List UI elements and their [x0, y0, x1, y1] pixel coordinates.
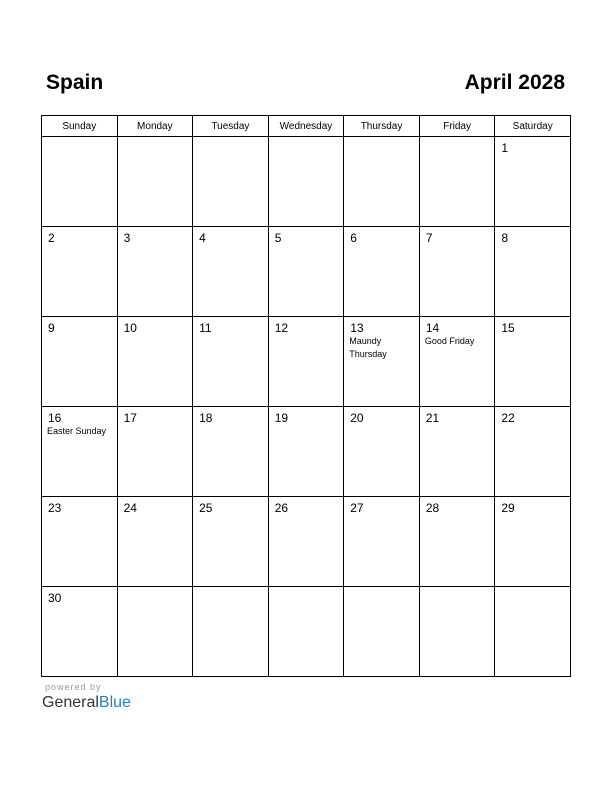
day-cell — [495, 497, 571, 587]
week-row — [42, 317, 571, 407]
day-cell — [193, 587, 269, 677]
week-row — [42, 407, 571, 497]
day-number: 13 — [350, 321, 364, 335]
holiday-label: Good Friday — [424, 336, 475, 346]
day-cell — [419, 587, 495, 677]
day-cell — [117, 137, 193, 227]
day-cell — [117, 497, 193, 587]
day-number: 9 — [48, 321, 55, 335]
day-number: 11 — [199, 321, 212, 335]
day-number: 22 — [501, 411, 515, 425]
day-number: 1 — [501, 141, 509, 155]
powered-by-text: powered by — [45, 682, 102, 692]
holiday-label: Maundy Thursday — [349, 336, 387, 359]
day-number — [118, 137, 193, 141]
day-cell — [193, 317, 269, 407]
day-cell — [419, 227, 495, 317]
day-number: 10 — [123, 321, 137, 335]
day-number: 18 — [199, 411, 213, 425]
weekday-saturday: Saturday — [495, 116, 571, 137]
day-cell — [193, 407, 269, 497]
brand-general-text: General — [42, 694, 99, 711]
weekday-wednesday: Wednesday — [268, 116, 344, 137]
day-number — [495, 587, 570, 591]
brand-blue-text: Blue — [98, 694, 131, 711]
day-cell — [268, 407, 344, 497]
day-number — [420, 137, 495, 141]
weekday-thursday: Thursday — [344, 116, 420, 137]
day-cell — [495, 587, 571, 677]
day-cell — [193, 227, 269, 317]
day-cell — [42, 227, 118, 317]
day-number — [420, 587, 495, 591]
day-cell — [268, 497, 344, 587]
holiday-label: Easter Sunday — [47, 426, 107, 436]
day-cell — [117, 227, 193, 317]
month-title: April 2028 — [464, 71, 565, 94]
day-number: 15 — [501, 321, 515, 335]
weekday-tuesday: Tuesday — [193, 116, 269, 137]
day-cell — [344, 587, 420, 677]
week-row — [42, 587, 571, 677]
day-number: 28 — [425, 501, 440, 515]
day-number — [269, 587, 344, 591]
day-cell — [495, 137, 571, 227]
day-number: 12 — [274, 321, 289, 335]
day-cell — [42, 137, 118, 227]
day-number: 21 — [425, 411, 440, 425]
day-number: 5 — [274, 231, 282, 245]
day-cell — [344, 407, 420, 497]
week-row — [42, 137, 571, 227]
day-cell — [495, 317, 571, 407]
day-number: 25 — [199, 501, 213, 515]
day-number — [344, 587, 419, 591]
day-number: 24 — [123, 501, 137, 515]
day-number: 27 — [350, 501, 364, 515]
day-number: 3 — [123, 231, 131, 245]
day-number: 30 — [48, 591, 62, 605]
day-cell — [344, 317, 420, 407]
day-cell — [42, 407, 118, 497]
day-cell — [42, 587, 118, 677]
weekday-friday: Friday — [419, 116, 495, 137]
weekday-monday: Monday — [117, 116, 193, 137]
day-cell — [495, 227, 571, 317]
week-row — [42, 497, 571, 587]
day-number: 2 — [48, 231, 55, 245]
day-cell — [495, 407, 571, 497]
day-number — [269, 137, 344, 141]
day-cell — [268, 227, 344, 317]
day-number: 7 — [425, 231, 433, 245]
weekday-header-row — [42, 116, 571, 137]
day-number: 20 — [350, 411, 364, 425]
week-row — [42, 227, 571, 317]
day-number — [193, 587, 268, 591]
day-number — [42, 137, 117, 141]
day-number: 6 — [350, 231, 357, 245]
country-title: Spain — [46, 71, 104, 94]
day-number — [193, 137, 268, 141]
weekday-sunday: Sunday — [42, 116, 118, 137]
generalblue-logo[interactable] — [42, 693, 131, 713]
day-cell — [42, 317, 118, 407]
day-number: 23 — [48, 501, 62, 515]
day-number: 19 — [274, 411, 289, 425]
day-cell — [419, 407, 495, 497]
day-cell — [268, 137, 344, 227]
day-number: 29 — [501, 501, 515, 515]
day-cell — [419, 137, 495, 227]
day-cell — [42, 497, 118, 587]
day-number: 17 — [123, 411, 137, 425]
day-cell — [419, 497, 495, 587]
day-number: 16 — [48, 411, 62, 425]
day-number: 26 — [274, 501, 289, 515]
day-cell — [117, 587, 193, 677]
day-number: 4 — [199, 231, 206, 245]
day-number — [118, 587, 193, 591]
day-cell — [419, 317, 495, 407]
day-number: 8 — [501, 231, 509, 245]
calendar-grid — [41, 115, 571, 677]
day-cell — [268, 587, 344, 677]
day-cell — [193, 497, 269, 587]
day-cell — [268, 317, 344, 407]
day-number — [344, 137, 419, 141]
day-cell — [193, 137, 269, 227]
day-cell — [117, 407, 193, 497]
day-cell — [344, 137, 420, 227]
day-cell — [117, 317, 193, 407]
day-cell — [344, 497, 420, 587]
day-number: 14 — [425, 321, 440, 335]
day-cell — [344, 227, 420, 317]
